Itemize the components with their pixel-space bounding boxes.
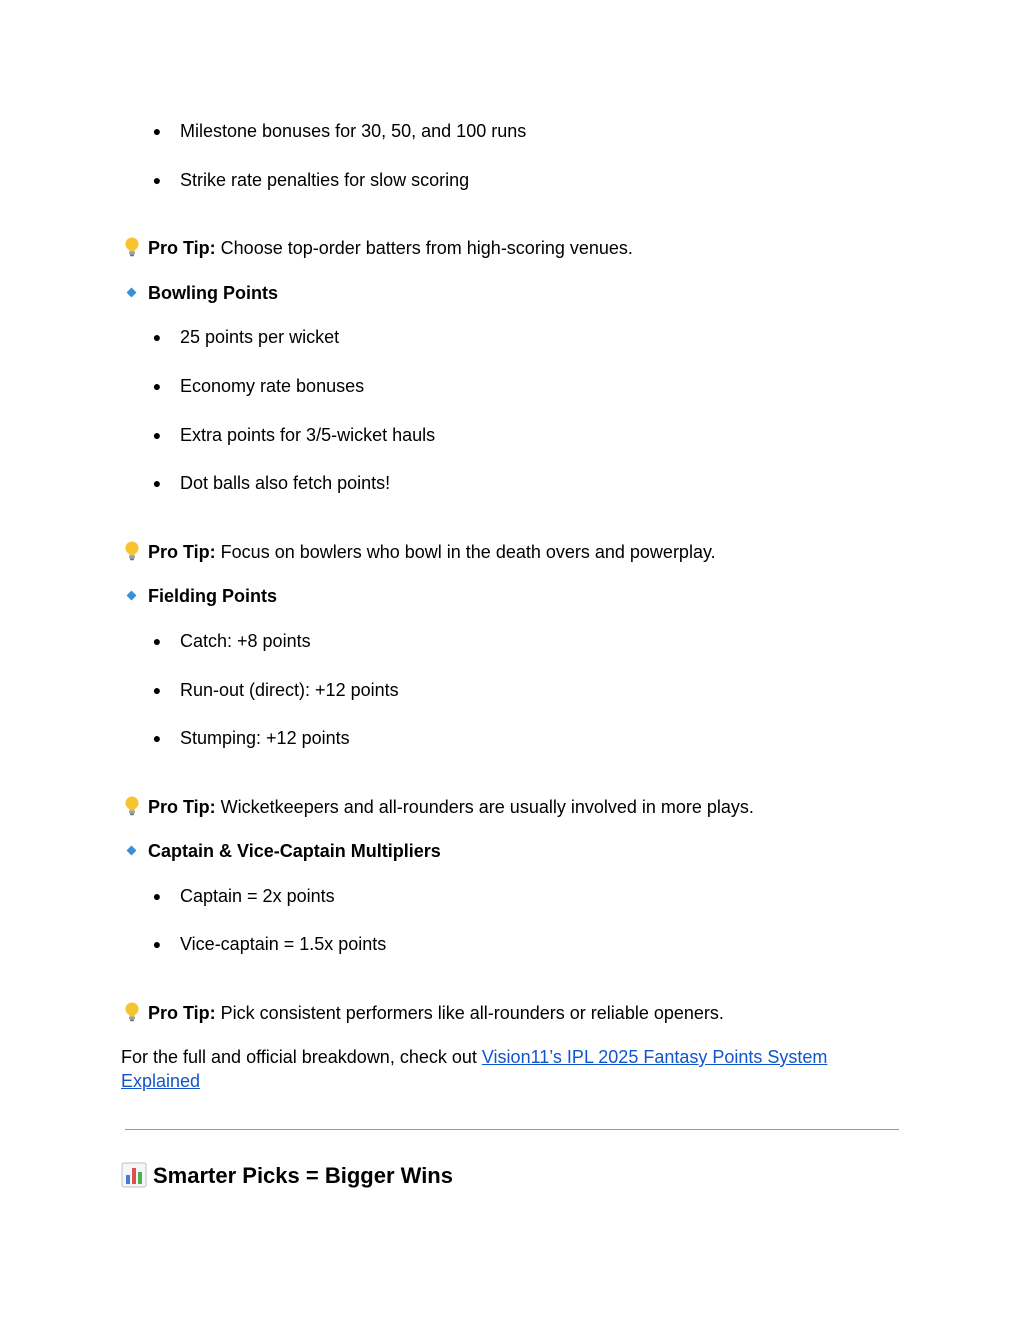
lightbulb-icon	[121, 1001, 143, 1023]
section-title-captain	[125, 839, 441, 863]
blue-diamond-icon	[127, 288, 137, 298]
section-title-bowling	[125, 281, 278, 305]
bullet-icon: ●	[152, 730, 162, 746]
bullet-icon: ●	[152, 378, 162, 394]
blue-diamond-icon	[127, 591, 137, 601]
lightbulb-icon	[121, 795, 143, 817]
pro-tip-text: Choose top-order batters from high-scoring venues.	[215, 238, 633, 258]
bullet-icon: ●	[152, 172, 162, 188]
pro-tip-text: Wicketkeepers and all-rounders are usually involved in more plays.	[215, 797, 754, 817]
bullet-icon: ●	[152, 888, 162, 904]
section-heading	[121, 1161, 453, 1191]
list-item-text: Strike rate penalties for slow scoring	[180, 170, 470, 190]
bullet-icon: ●	[152, 633, 162, 649]
pro-tip	[121, 236, 633, 260]
section-title-text: Bowling Points	[148, 283, 278, 303]
points-system-link[interactable]: Vision11’s IPL 2025 Fantasy Points System Explained	[121, 1047, 828, 1091]
bullet-icon: ●	[152, 936, 162, 952]
list-item-text: Extra points for 3/5-wicket hauls	[180, 425, 436, 445]
pro-tip	[121, 795, 754, 819]
blue-diamond-icon	[127, 846, 137, 856]
bullet-icon: ●	[152, 475, 162, 491]
lightbulb-icon	[121, 236, 143, 258]
divider	[125, 1129, 899, 1130]
list-item-text: Economy rate bonuses	[180, 376, 365, 396]
bar-chart-icon	[121, 1162, 147, 1188]
section-title-fielding	[125, 584, 277, 608]
section-heading-text: Smarter Picks = Bigger Wins	[153, 1163, 453, 1188]
list-item-text: Stumping: +12 points	[180, 728, 350, 748]
list-item-text: Milestone bonuses for 30, 50, and 100 runs	[180, 121, 527, 141]
pro-tip	[121, 1001, 724, 1025]
bullet-icon: ●	[152, 682, 162, 698]
pro-tip-label: Pro Tip:	[148, 1003, 216, 1023]
list-item-text: Run-out (direct): +12 points	[180, 680, 399, 700]
list-item-text: Catch: +8 points	[180, 631, 311, 651]
pro-tip-text: Pick consistent performers like all-rounders or reliable openers.	[215, 1003, 724, 1023]
section-title-text: Captain & Vice-Captain Multipliers	[148, 841, 441, 861]
pro-tip-label: Pro Tip:	[148, 797, 216, 817]
pro-tip-text: Focus on bowlers who bowl in the death overs and powerplay.	[215, 542, 716, 562]
list-item-text: 25 points per wicket	[180, 327, 340, 347]
lightbulb-icon	[121, 540, 143, 562]
list-item-text: Dot balls also fetch points!	[180, 473, 391, 493]
section-title-text: Fielding Points	[148, 586, 277, 606]
footer-paragraph	[121, 1045, 881, 1093]
list-item-text: Captain = 2x points	[180, 886, 335, 906]
pro-tip-label: Pro Tip:	[148, 542, 216, 562]
bullet-icon: ●	[152, 427, 162, 443]
bullet-icon: ●	[152, 123, 162, 139]
footer-paragraph-text: For the full and official breakdown, check out	[121, 1047, 482, 1067]
pro-tip-label: Pro Tip:	[148, 238, 216, 258]
pro-tip	[121, 540, 716, 564]
list-item-text: Vice-captain = 1.5x points	[180, 934, 387, 954]
bullet-icon: ●	[152, 329, 162, 345]
